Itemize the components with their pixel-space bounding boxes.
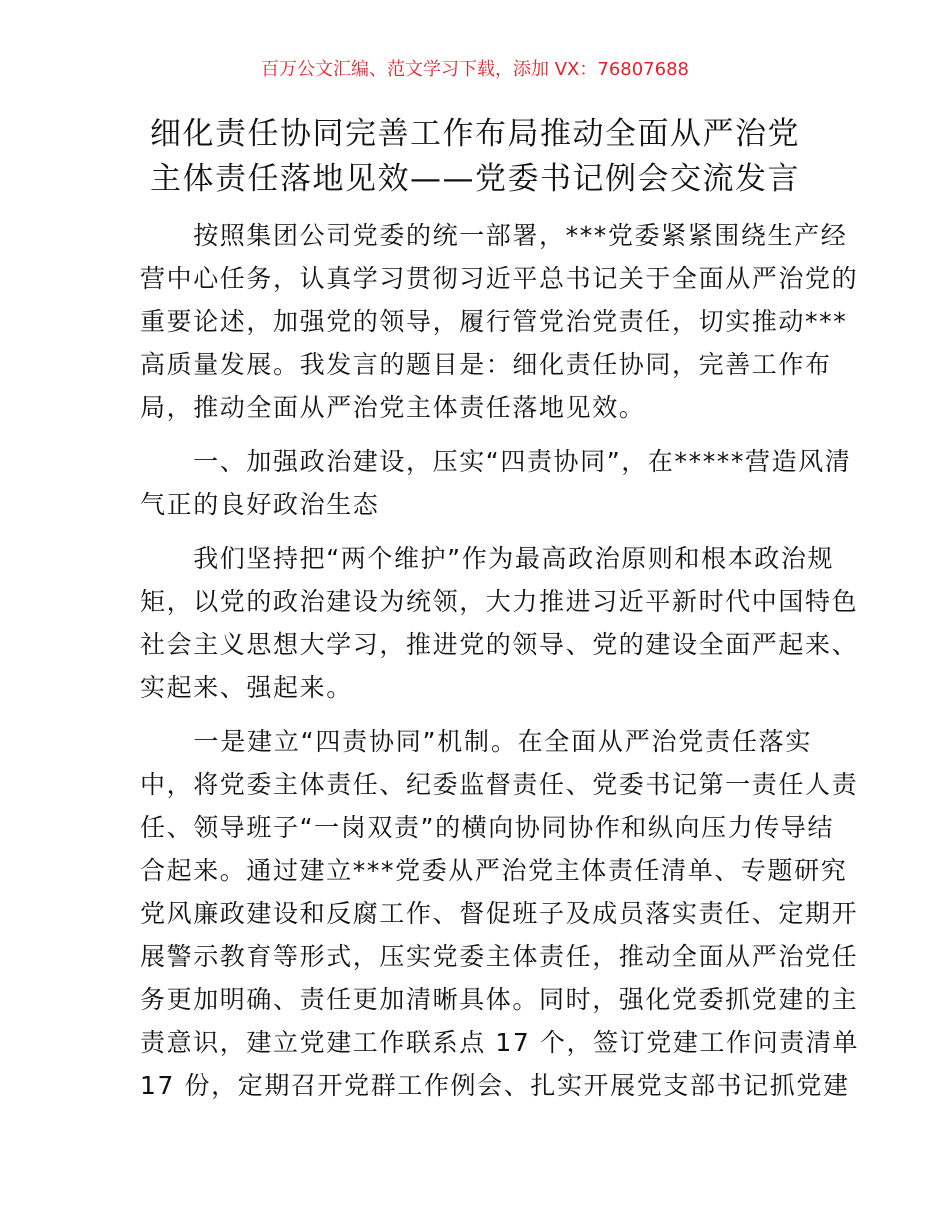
text-line: 实起来、强起来。: [140, 673, 353, 702]
text-line: 17 份，定期召开党群工作例会、扎实开展党支部书记抓党建: [140, 1071, 850, 1100]
title-line: 主体责任落地见效——党委书记例会交流发言: [150, 161, 800, 197]
paragraph: [140, 537, 859, 709]
text-line: 社会主义思想大学习，推进党的领导、党的建设全面严起来、: [140, 630, 859, 659]
paragraph: [140, 214, 859, 429]
text-line: 展警示教育等形式，压实党委主体责任，推动全面从严治党任: [140, 942, 859, 971]
text-line: 党风廉政建设和反腐工作、督促班子及成员落实责任、定期开: [140, 899, 859, 928]
document-body: [140, 214, 860, 1118]
paragraph: [140, 440, 852, 526]
paragraph: [140, 720, 860, 1107]
text-line: 我们坚持把“两个维护”作为最高政治原则和根本政治规: [140, 544, 835, 573]
text-line: 合起来。通过建立***党委从严治党主体责任清单、专题研究: [140, 856, 848, 885]
text-line: 矩，以党的政治建设为统领，大力推进习近平新时代中国特色: [140, 587, 859, 616]
watermark-banner: 百万公文汇编、范文学习下载，添加 VX：76807688: [261, 59, 689, 80]
text-line: 高质量发展。我发言的题目是：细化责任协同，完善工作布: [140, 350, 832, 379]
text-line: 气正的良好政治生态: [140, 490, 380, 519]
text-line: 按照集团公司党委的统一部署，***党委紧紧围绕生产经: [140, 221, 848, 250]
text-line: 一是建立“四责协同”机制。在全面从严治党责任落实: [140, 727, 812, 756]
text-line: 一、加强政治建设，压实“四责协同”，在*****营造风清: [140, 447, 852, 476]
text-line: 局，推动全面从严治党主体责任落地见效。: [140, 393, 646, 422]
text-line: 责意识，建立党建工作联系点 17 个，签订党建工作问责清单: [140, 1028, 860, 1057]
document-title: [0, 112, 950, 202]
title-line: 细化责任协同完善工作布局推动全面从严治党: [150, 116, 800, 152]
text-line: 任、领导班子“一岗双责”的横向协同协作和纵向压力传导结: [140, 813, 835, 842]
text-line: 中，将党委主体责任、纪委监督责任、党委书记第一责任人责: [140, 770, 859, 799]
text-line: 营中心任务，认真学习贯彻习近平总书记关于全面从严治党的: [140, 264, 859, 293]
text-line: 重要论述，加强党的领导，履行管党治党责任，切实推动***: [140, 307, 848, 336]
text-line: 务更加明确、责任更加清晰具体。同时，强化党委抓党建的主: [140, 985, 859, 1014]
